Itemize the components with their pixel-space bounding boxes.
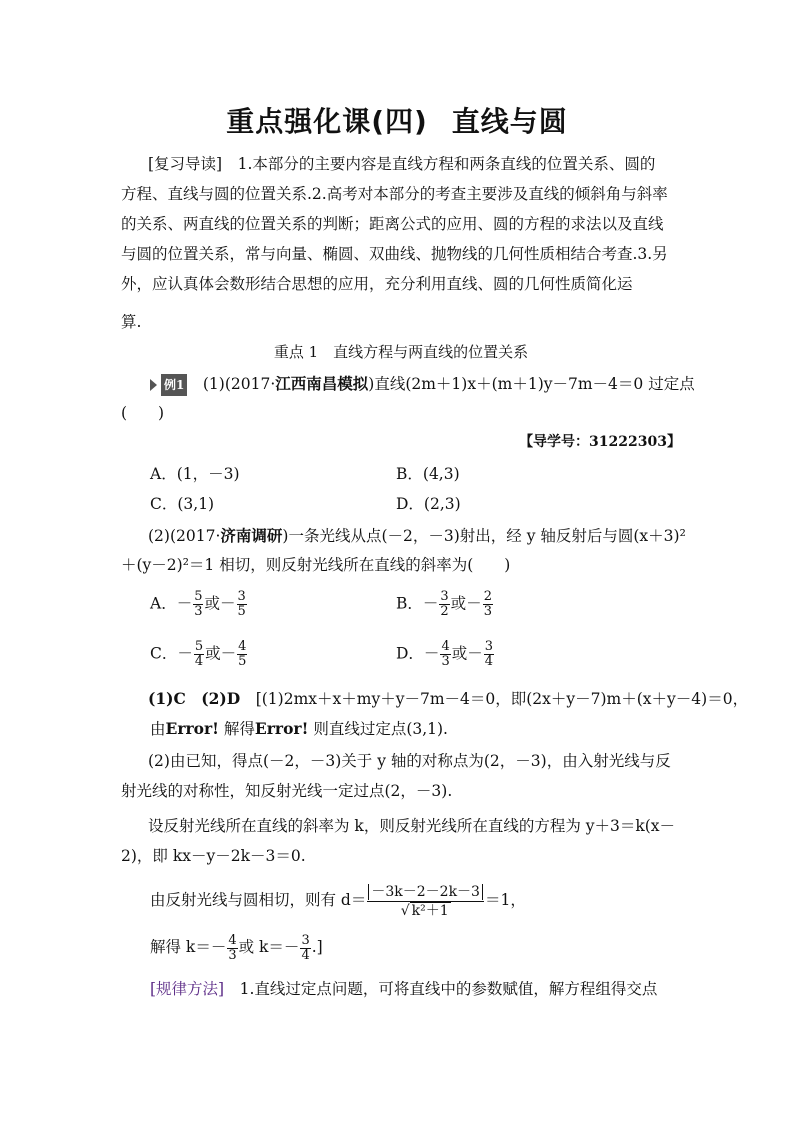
example-tag: 例1: [161, 374, 187, 396]
option-2d: D．－ $\frac{4}{3}$ 或－ $\frac{3}{4}$: [396, 639, 494, 669]
intro-line-3: 的关系、两直线的位置关系的判断；距离公式的应用、圆的方程的求法以及直线: [121, 215, 664, 233]
title-main: 重点强化课(四): [226, 105, 428, 138]
option-1c: C．(3,1): [150, 495, 215, 513]
intro-line-1: [复习导读] 1.本部分的主要内容是直线方程和两条直线的位置关系、圆的: [148, 155, 656, 173]
fraction: $\frac{4}{5}$: [238, 639, 247, 669]
fraction: $\frac{3}{2}$: [440, 589, 449, 619]
source-label: 江西南昌模拟: [275, 374, 369, 393]
option-2a: A．－ $\frac{5}{3}$ 或－ $\frac{3}{5}$: [150, 589, 246, 619]
method-line: [规律方法] 1.直线过定点问题，可将直线中的参数赋值，解方程组得交点: [150, 980, 658, 998]
method-label: [规律方法]: [150, 980, 225, 998]
title-sub: 直线与圆: [451, 105, 568, 138]
answer-line-7: 由反射光线与圆相切，则有 d＝ $\frac{-3k-2-2k-3}{\text{√ k²＋1}}$ ＝1，: [150, 883, 526, 919]
answer-line-3: (2)由已知，得点(－2，－3)关于 y 轴的对称点为(2，－3)，由入射光线与反: [148, 752, 671, 770]
option-1b: B．(4,3): [396, 465, 460, 483]
example-1-question-2-cont: ＋(y－2)²＝1 相切，则反射光线所在直线的斜率为( ): [121, 556, 511, 574]
intro-label: [复习导读]: [148, 155, 223, 173]
answer-key: (1)C (2)D: [148, 689, 241, 708]
option-2c: C．－ $\frac{5}{4}$ 或－ $\frac{4}{5}$: [150, 639, 247, 669]
answer-line-6: 2)，即 kx－y－2k－3＝0.: [121, 847, 306, 865]
fraction: $\frac{3}{5}$: [237, 589, 246, 619]
fraction: $\frac{2}{3}$: [483, 589, 492, 619]
intro-line-4: 与圆的位置关系，常与向量、椭圆、双曲线、抛物线的几何性质相结合考查.3.另: [121, 245, 668, 263]
fraction: $\frac{5}{3}$: [194, 589, 203, 619]
intro-line-2: 方程、直线与圆的位置关系.2.高考对本部分的考查主要涉及直线的倾斜角与斜率: [121, 185, 668, 203]
fraction: $\frac{4}{3}$: [228, 932, 237, 963]
example-1-paren: ( ): [121, 404, 165, 422]
option-1d: D．(2,3): [396, 495, 461, 513]
answer-line-1: (1)C (2)D [(1)2mx＋x＋my＋y－7m－4＝0，即(2x＋y－7)m＋(x＋y－4)＝0，: [148, 689, 749, 708]
page-title: [0, 100, 794, 140]
section-heading: 重点 1 直线方程与两直线的位置关系: [273, 343, 529, 361]
answer-line-5: 设反射光线所在直线的斜率为 k，则反射光线所在直线的方程为 y＋3＝k(x－: [148, 817, 676, 835]
example-arrow-icon: [150, 379, 157, 391]
fraction: $\frac{4}{3}$: [441, 639, 450, 669]
guide-number: 【导学号：31222303】: [519, 434, 681, 450]
fraction: $\frac{3}{4}$: [301, 932, 310, 963]
source-label-2: 济南调研: [220, 526, 283, 545]
distance-fraction: $\frac{-3k-2-2k-3}{\text{√ k²＋1}}$: [367, 883, 484, 920]
option-1a: A．(1，－3): [150, 465, 240, 483]
example-1-question-1: 例1 (1)(2017·江西南昌模拟)直线(2m＋1)x＋(m＋1)y－7m－4＝0 过定点: [150, 373, 681, 396]
example-1-question-2: (2)(2017·济南调研)一条光线从点(－2，－3)射出，经 y 轴反射后与圆(x＋3)²: [148, 526, 686, 545]
fraction: $\frac{5}{4}$: [194, 639, 204, 669]
fraction: $\frac{3}{4}$: [484, 639, 494, 669]
answer-line-8: 解得 k＝－ $\frac{4}{3}$ 或 k＝－ $\frac{3}{4}$ .]: [150, 932, 323, 963]
answer-line-2: 由Error! 解得Error! 则直线过定点(3,1).: [150, 719, 448, 738]
option-2b: B．－ $\frac{3}{2}$ 或－ $\frac{2}{3}$: [396, 589, 492, 619]
intro-line-6: 算.: [121, 313, 142, 331]
answer-line-4: 射光线的对称性，知反射光线一定过点(2，－3).: [121, 782, 453, 800]
intro-line-5: 外，应认真体会数形结合思想的应用，充分利用直线、圆的几何性质简化运: [121, 275, 633, 293]
